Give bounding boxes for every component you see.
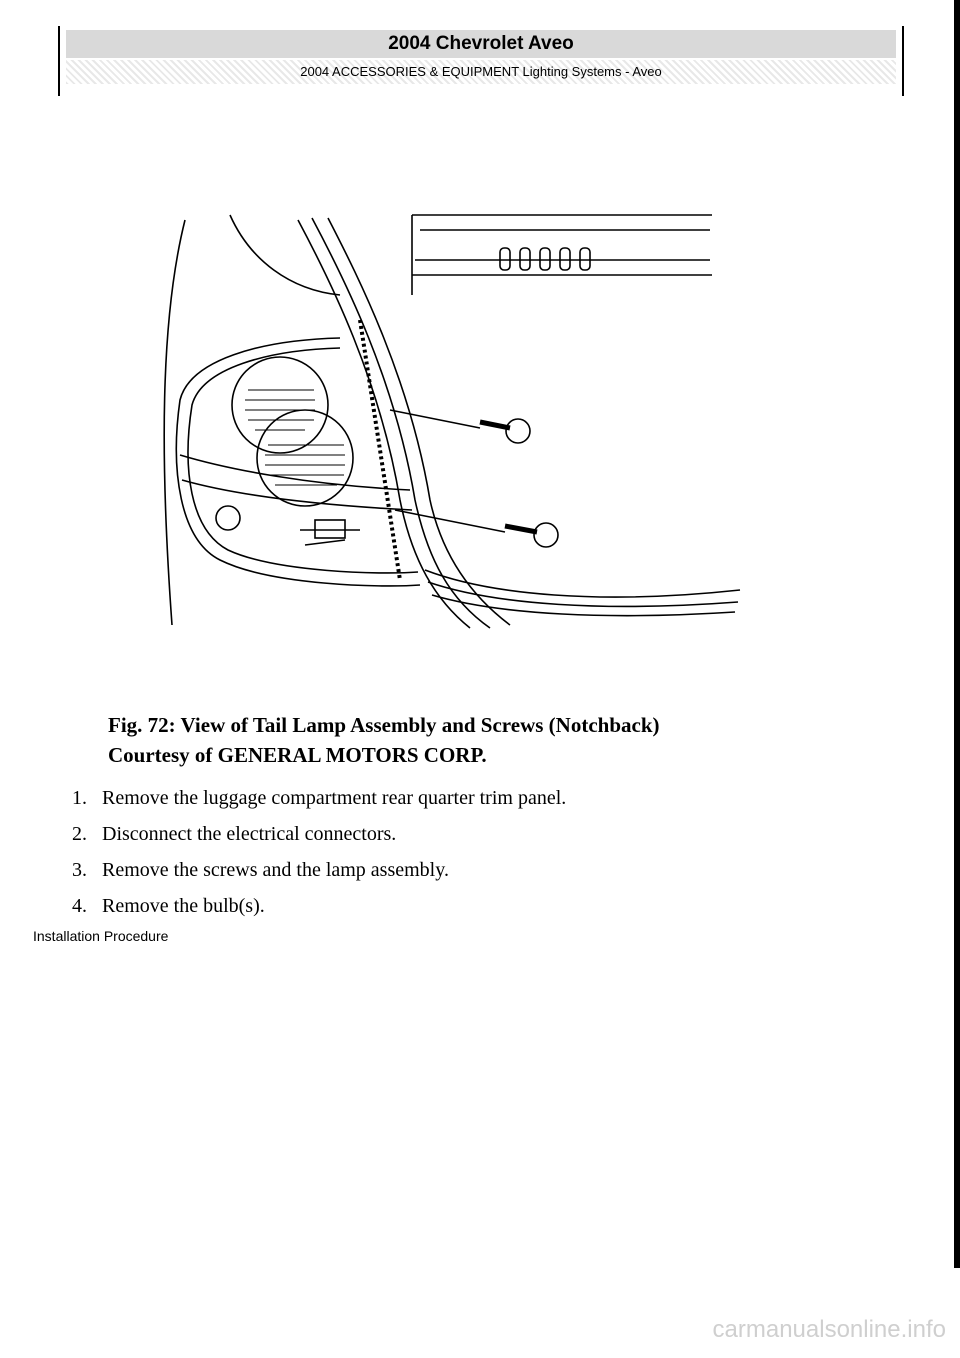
removal-steps-list bbox=[72, 780, 566, 924]
list-item: 3. Remove the screws and the lamp assembly. bbox=[72, 859, 449, 881]
document-header bbox=[58, 26, 904, 96]
header-right-rule bbox=[902, 26, 904, 96]
watermark-text: carmanualsonline.info bbox=[712, 1316, 946, 1343]
figure-caption bbox=[108, 710, 660, 770]
list-item: 1. Remove the luggage compartment rear quarter trim panel. bbox=[72, 787, 567, 809]
figure-caption-title: Fig. 72: View of Tail Lamp Assembly and Screws (Notchback) bbox=[108, 713, 660, 737]
header-left-rule bbox=[58, 26, 60, 96]
list-item: 4. Remove the bulb(s). bbox=[72, 895, 265, 917]
document-title: 2004 Chevrolet Aveo bbox=[66, 30, 896, 58]
page-right-border bbox=[954, 0, 960, 1268]
list-item: 2. Disconnect the electrical connectors. bbox=[72, 823, 397, 845]
document-section-title: 2004 ACCESSORIES & EQUIPMENT Lighting Systems - Aveo bbox=[66, 60, 896, 84]
figure-caption-credit: Courtesy of GENERAL MOTORS CORP. bbox=[108, 743, 487, 767]
section-subheading: Installation Procedure bbox=[33, 928, 169, 944]
tail-lamp-assembly-illustration bbox=[150, 200, 750, 640]
